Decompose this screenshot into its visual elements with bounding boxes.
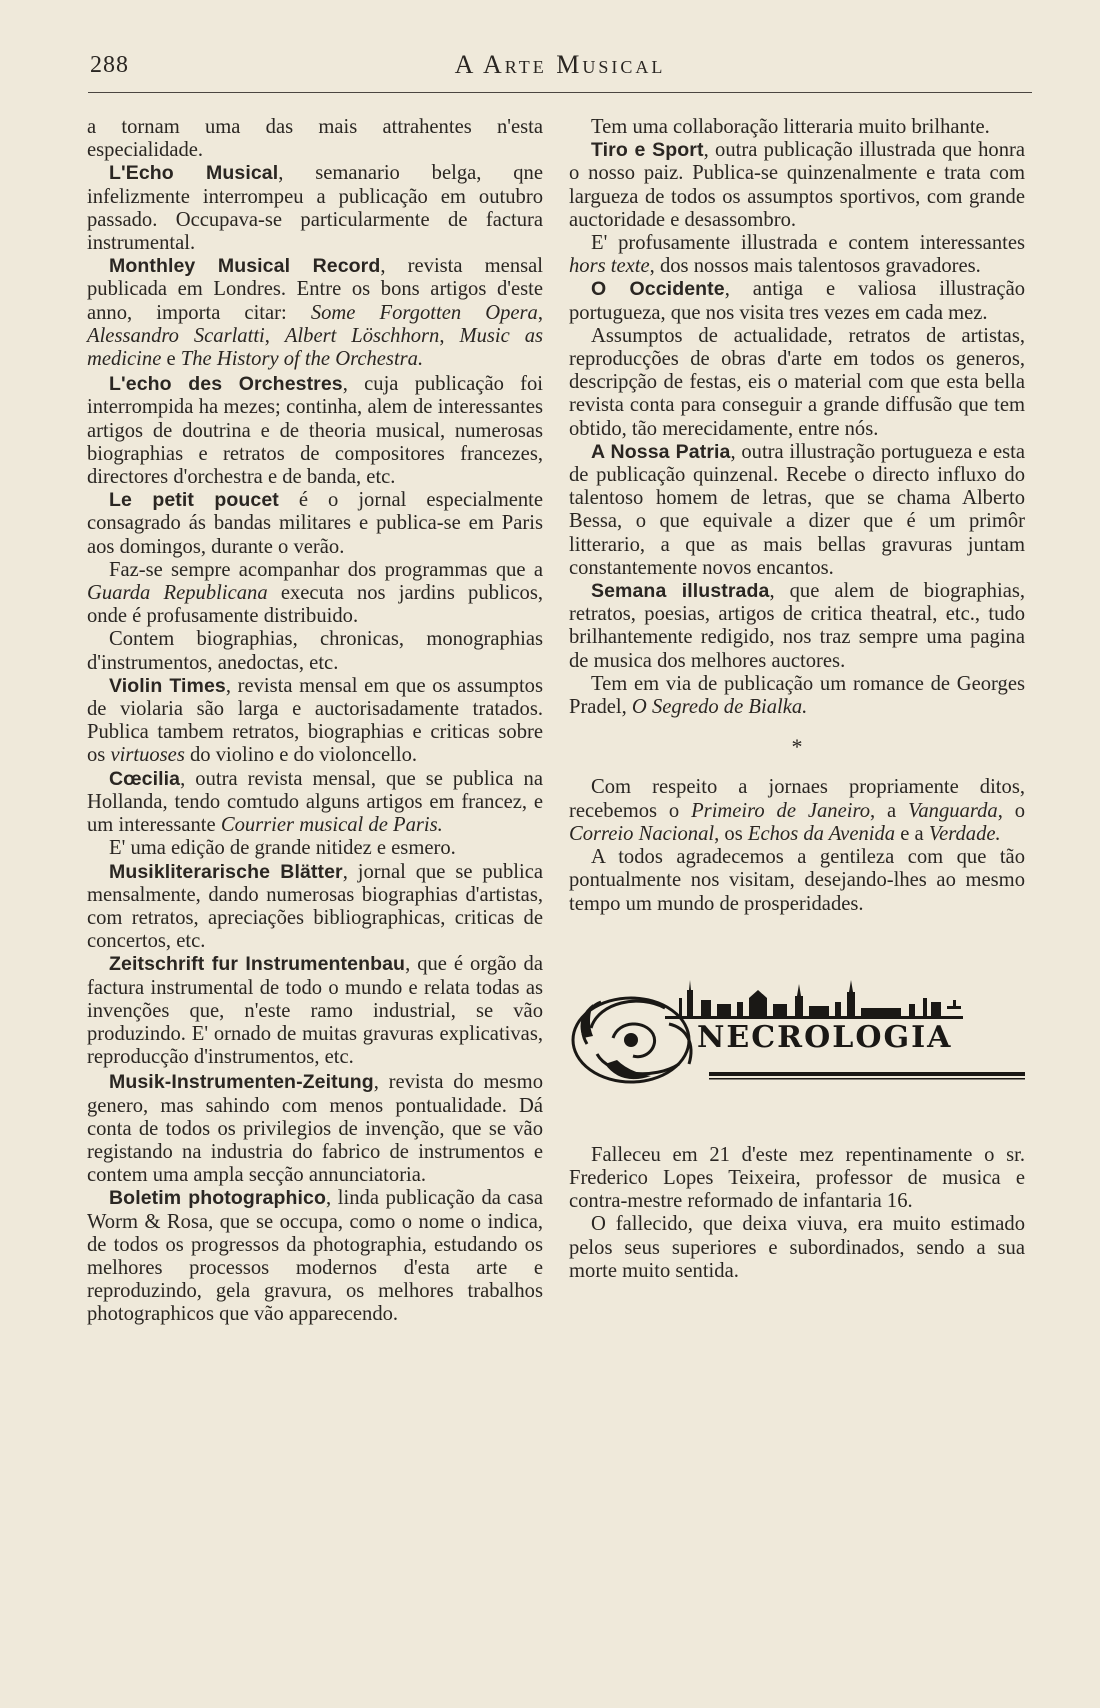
section-asterism: *: [791, 734, 803, 760]
periodical-title: L'echo des Orchestres: [109, 373, 343, 396]
left-column: [87, 116, 543, 1327]
entry-zeitschrift-instrumentenbau: Zeitschrift fur Instrumentenbau, que é orgão da factura instrumental de todo o mundo e relata todas as invenções que, n'este ramo industrial, se vão produzindo. E' ornado de muitas gravuras explicativas, reproducção d'instrumentos, etc.: [87, 953, 543, 1069]
paragraph: Com respeito a jornaes propriamente ditos, recebemos o Primeiro de Janeiro, a Vanguarda, o Correio Nacional, os Echos da Avenida e a Verdade.: [569, 776, 1026, 845]
entry-semana-illustrada: Semana illustrada, que alem de biographias, retratos, poesias, artigos de critica theatral, etc., tudo brilhantemente redigido, nos traz sempre uma pagina de musica dos melhores auctores.: [569, 580, 1025, 672]
paragraph: Faz-se sempre acompanhar dos programmas que a Guarda Republicana executa nos jardins publicos, onde é profusamente distribuido.: [87, 558, 543, 628]
entry-boletim-photographico: Boletim photographico, linda publicação da casa Worm & Rosa, que se occupa, como o nome o indica, de todos os progressos da photographia, estudando os melhores processos modernos d'esta arte e reproduzindo, gela gravura, os melhores trabalhos photographicos que vão apparecendo.: [87, 1187, 543, 1326]
entry-coecilia: Cœcilia, outra revista mensal, que se publica na Hollanda, tendo comtudo alguns artigos em francez, e um interessante Courrier musical de Paris.: [87, 767, 543, 837]
periodical-title: Boletim photographico: [109, 1187, 327, 1210]
entry-echo-des-orchestres: L'echo des Orchestres, cuja publicação foi interrompida ha mezes; continha, alem de interessantes artigos de doutrina e de theoria musical, numerosas biographias e retratos de compositores francezes, directores d'orchestra e de banda, etc.: [87, 373, 543, 489]
paragraph: Contem biographias, chronicas, monographias d'instrumentos, anedoctas, etc.: [87, 628, 543, 674]
periodical-title: A Nossa Patria: [591, 440, 731, 463]
paragraph: E' profusamente illustrada e contem interessantes hors texte, dos nossos mais talentosos gravadores.: [569, 232, 1025, 278]
paragraph: Falleceu em 21 d'este mez repentinamente o sr. Frederico Lopes Teixeira, professor de musica e contra-mestre reformado de infantaria 16.: [569, 1143, 1025, 1213]
running-title: A Arte Musical: [454, 50, 666, 79]
entry-musik-instrumenten-zeitung: Musik-Instrumenten-Zeitung, revista do mesmo genero, mas sahindo com menos pontualidade. Dá conta de todos os privilegios de invenção, que se vão registando na industria do fabrico de instrumentos e contem uma ampla secção annunciatoria.: [87, 1071, 543, 1187]
periodical-title: Musikliterarische Blätter: [109, 860, 343, 883]
right-column: [569, 116, 1025, 1283]
periodical-title: Tiro e Sport: [591, 139, 704, 162]
paragraph: Assumptos de actualidade, retratos de artistas, reproducções de obras d'arte em todos os generos, descripção de festas, eis o material com que esta bella revista conta para conseguir a grande diffusão que tem obtido, tão merecidamente, entre nós.: [569, 324, 1025, 440]
periodical-title: Zeitschrift fur Instrumentenbau: [109, 953, 406, 976]
entry-musikliterarische-blatter: Musikliterarische Blätter, jornal que se publica mensalmente, dando numerosas biographias d'artistas, com retratos, apreciações bibliographicas, criticas de concertos, etc.: [87, 860, 543, 953]
periodical-title: L'Echo Musical: [109, 162, 279, 185]
periodical-title: Cœcilia: [109, 767, 181, 790]
periodical-title: Musik-Instrumenten-Zeitung: [109, 1071, 374, 1094]
necrology-heading: NECROLOGIA: [697, 1019, 953, 1055]
periodical-title: Violin Times: [109, 674, 226, 697]
paragraph: A todos agradecemos a gentileza com que tão pontualmente nos visitam, desejando-lhes ao mesmo tempo um mundo de prosperidades.: [569, 846, 1025, 915]
entry-a-nossa-patria: A Nossa Patria, outra illustração portugueza e esta de publicação quinzenal. Recebe o directo influxo do talentoso homem de letras, que se chama Alberto Bessa, o que equivale a dizer que é um primôr litterario, a que as mais bellas gravuras juntam constantemente novos encantos.: [569, 440, 1025, 579]
paragraph: a tornam uma das mais attrahentes n'esta especialidade.: [87, 116, 543, 162]
periodical-title: Semana illustrada: [591, 580, 770, 603]
page-header: [88, 48, 1032, 88]
necrology-vignette: [569, 968, 1025, 1088]
periodical-title: Monthley Musical Record: [109, 255, 381, 278]
periodical-title: O Occidente: [591, 278, 725, 301]
header-rule: [88, 92, 1032, 93]
page-number: 288: [90, 52, 129, 78]
entry-le-petit-poucet: Le petit poucet é o jornal especialmente consagrado ás bandas militares e publica-se em Paris aos domingos, durante o verão.: [87, 489, 544, 558]
periodical-title: Le petit poucet: [109, 489, 279, 512]
paragraph: Tem uma collaboração litteraria muito brilhante.: [591, 116, 990, 138]
entry-violin-times: Violin Times, revista mensal em que os assumptos de violaria são larga e auctorisadamente tratados. Publica tambem retratos, biographias e criticas sobre os virtuoses do violino e do violoncello.: [87, 674, 543, 767]
entry-monthly-musical-record: Monthley Musical Record, revista mensal publicada em Londres. Entre os bons artigos d'este anno, importa citar: Some Forgotten Opera, Alessandro Scarlatti, Albert Löschhorn, Music as medicine e The History of the Orchestra.: [87, 255, 544, 371]
entry-o-occidente: O Occidente, antiga e valiosa illustração portugueza, que nos visita tres vezes em cada mez.: [569, 278, 1026, 324]
entry-echo-musical: L'Echo Musical, semanario belga, qne infelizmente interrompeu a publicação em outubro passado. Occupava-se particularmente de factura instrumental.: [87, 162, 543, 255]
paragraph: Tem em via de publicação um romance de Georges Pradel, O Segredo de Bialka.: [569, 672, 1025, 719]
entry-tiro-e-sport: Tiro e Sport, outra publicação illustrada que honra o nosso paiz. Publica-se quinzenalmente e trata com largueza de todos os assumptos sportivos, com grande auctoridade e desassombro.: [569, 139, 1025, 231]
paragraph: E' uma edição de grande nitidez e esmero.: [109, 837, 456, 860]
paragraph: O fallecido, que deixa viuva, era muito estimado pelos seus superiores e subordinados, sendo a sua morte muito sentida.: [569, 1213, 1025, 1282]
